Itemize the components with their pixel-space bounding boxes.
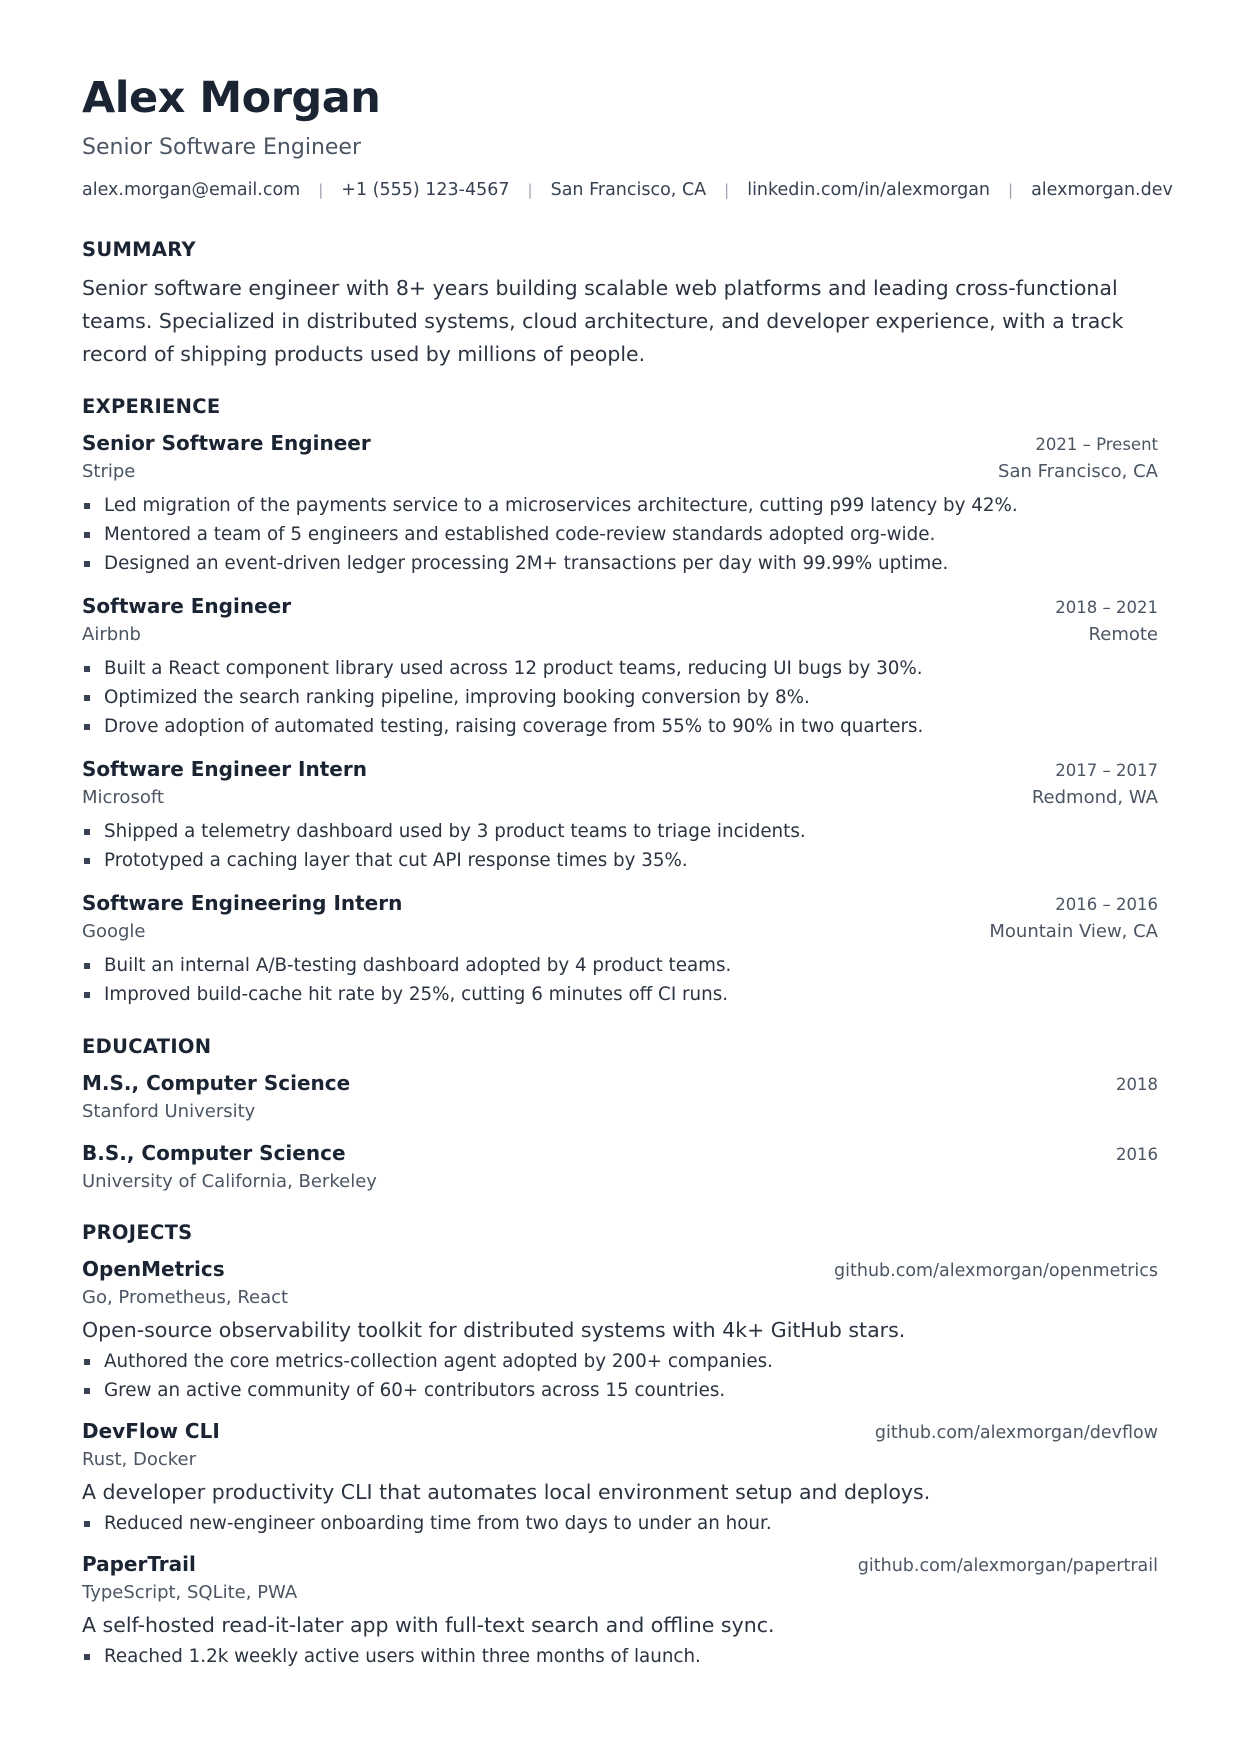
job-location: San Francisco, CA — [998, 461, 1158, 482]
experience-heading: EXPERIENCE — [82, 395, 221, 418]
contact-separator: | — [1008, 181, 1014, 199]
job-dates: 2016 – 2016 — [1055, 895, 1158, 914]
project-bullets — [82, 1509, 1158, 1538]
list-item: Designed an event-driven ledger processing 2M+ transactions per day with 99.99% uptime. — [82, 549, 1158, 578]
contact-phone[interactable]: +1 (555) 123-4567 — [341, 180, 510, 200]
job-entry — [82, 592, 1158, 741]
list-item: Optimized the search ranking pipeline, improving booking conversion by 8%. — [82, 683, 1158, 712]
job-bullets — [82, 491, 1158, 578]
project-stack: Rust, Docker — [82, 1449, 197, 1470]
contact-location: San Francisco, CA — [550, 180, 707, 200]
project-name: DevFlow CLI — [82, 1419, 220, 1443]
project-entry — [82, 1255, 1158, 1405]
education-entry — [82, 1139, 1158, 1195]
list-item: Reached 1.2k weekly active users within three months of launch. — [82, 1642, 1158, 1671]
project-stack: TypeScript, SQLite, PWA — [82, 1582, 298, 1603]
job-company: Microsoft — [82, 787, 164, 808]
candidate-title: Senior Software Engineer — [82, 135, 362, 160]
job-bullets — [82, 654, 1158, 741]
list-item: Grew an active community of 60+ contributors across 15 countries. — [82, 1376, 1158, 1405]
school: University of California, Berkeley — [82, 1171, 377, 1192]
job-dates: 2021 – Present — [1035, 435, 1158, 454]
summary-section — [82, 238, 1158, 371]
list-item: Mentored a team of 5 engineers and established code-review standards adopted org-wide. — [82, 520, 1158, 549]
summary-text: Senior software engineer with 8+ years building scalable web platforms and leading cross-functional teams. Specialized in distributed systems, cloud architecture, and developer experience, with a track record of shipping products used by millions of people. — [82, 276, 1124, 366]
project-stack: Go, Prometheus, React — [82, 1287, 289, 1308]
graduation-year: 2018 — [1116, 1075, 1158, 1094]
project-bullets — [82, 1642, 1158, 1671]
list-item: Built a React component library used across 12 product teams, reducing UI bugs by 30%. — [82, 654, 1158, 683]
project-description: A developer productivity CLI that automates local environment setup and deploys. — [82, 1480, 931, 1504]
list-item: Authored the core metrics-collection agent adopted by 200+ companies. — [82, 1347, 1158, 1376]
education-heading: EDUCATION — [82, 1035, 212, 1058]
project-name: OpenMetrics — [82, 1257, 225, 1281]
list-item: Drove adoption of automated testing, raising coverage from 55% to 90% in two quarters. — [82, 712, 1158, 741]
job-dates: 2017 – 2017 — [1055, 761, 1158, 780]
list-item: Prototyped a caching layer that cut API response times by 35%. — [82, 846, 1158, 875]
projects-heading: PROJECTS — [82, 1221, 193, 1244]
contact-separator: | — [318, 181, 324, 199]
job-role: Software Engineer Intern — [82, 757, 367, 781]
project-entry — [82, 1550, 1158, 1671]
job-company: Stripe — [82, 461, 136, 482]
contact-separator: | — [527, 181, 533, 199]
contact-website[interactable]: alexmorgan.dev — [1031, 180, 1173, 200]
job-company: Google — [82, 921, 146, 942]
resume-header — [82, 70, 1173, 202]
list-item: Reduced new-engineer onboarding time from two days to under an hour. — [82, 1509, 1158, 1538]
project-description: A self-hosted read-it-later app with full-text search and offline sync. — [82, 1613, 775, 1637]
education-section — [82, 1035, 1158, 1195]
project-bullets — [82, 1347, 1158, 1405]
degree: B.S., Computer Science — [82, 1141, 346, 1165]
job-entry — [82, 429, 1158, 578]
project-description: Open-source observability toolkit for distributed systems with 4k+ GitHub stars. — [82, 1318, 906, 1342]
project-link[interactable]: github.com/alexmorgan/openmetrics — [834, 1261, 1158, 1281]
job-bullets — [82, 951, 1158, 1009]
contact-line — [82, 178, 1173, 202]
project-link[interactable]: github.com/alexmorgan/papertrail — [857, 1556, 1158, 1576]
projects-section — [82, 1221, 1158, 1671]
graduation-year: 2016 — [1116, 1145, 1158, 1164]
experience-section — [82, 395, 1158, 1009]
job-bullets — [82, 817, 1158, 875]
list-item: Led migration of the payments service to a microservices architecture, cutting p99 latency by 42%. — [82, 491, 1158, 520]
list-item: Built an internal A/B-testing dashboard adopted by 4 product teams. — [82, 951, 1158, 980]
job-company: Airbnb — [82, 624, 141, 645]
job-role: Software Engineering Intern — [82, 891, 403, 915]
project-link[interactable]: github.com/alexmorgan/devflow — [874, 1423, 1158, 1443]
contact-linkedin[interactable]: linkedin.com/in/alexmorgan — [747, 180, 991, 200]
job-dates: 2018 – 2021 — [1055, 598, 1158, 617]
job-location: Remote — [1088, 624, 1158, 645]
contact-separator: | — [724, 181, 730, 199]
list-item: Improved build-cache hit rate by 25%, cutting 6 minutes off CI runs. — [82, 980, 1158, 1009]
job-location: Redmond, WA — [1031, 787, 1158, 808]
job-location: Mountain View, CA — [989, 921, 1158, 942]
list-item: Shipped a telemetry dashboard used by 3 product teams to triage incidents. — [82, 817, 1158, 846]
job-role: Software Engineer — [82, 594, 292, 618]
job-entry — [82, 755, 1158, 875]
project-entry — [82, 1417, 1158, 1538]
project-name: PaperTrail — [82, 1552, 196, 1576]
contact-email[interactable]: alex.morgan@email.com — [82, 180, 301, 200]
education-entry — [82, 1069, 1158, 1125]
job-entry — [82, 889, 1158, 1009]
job-role: Senior Software Engineer — [82, 431, 371, 455]
school: Stanford University — [82, 1101, 256, 1122]
degree: M.S., Computer Science — [82, 1071, 351, 1095]
summary-heading: SUMMARY — [82, 238, 196, 261]
candidate-name: Alex Morgan — [82, 73, 381, 123]
